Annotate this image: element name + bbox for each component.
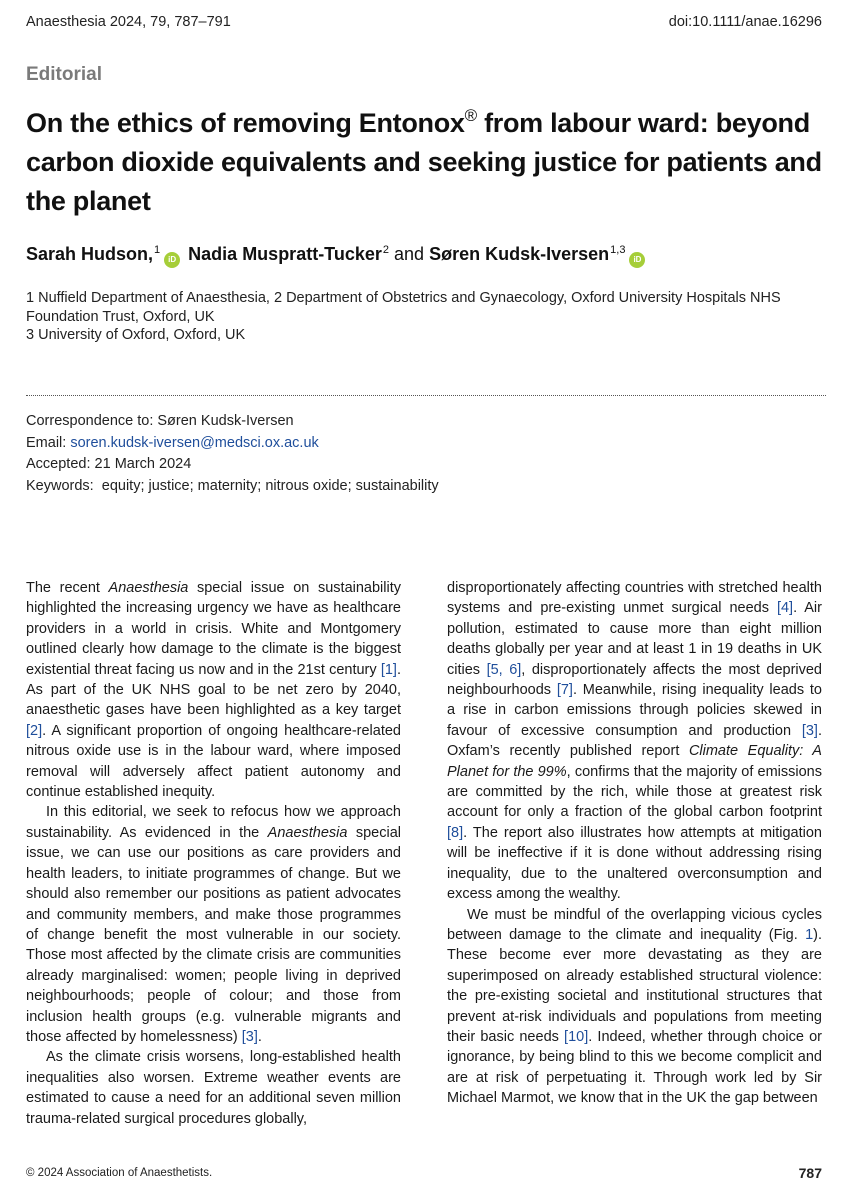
body-paragraph: We must be mindful of the overlapping vicious cycles between damage to the climate and inequality (Fig. 1). These become ever more devastating as they are superimposed on already established structural violence: the pre-existing societal and institutional structures that prevent at-risk individuals and populations from meeting their basic needs [10]. Indeed, whether through choice or ignorance, by being blind to this we become complicit and are at risk of perpetuating it. Through work led by Sir Michael Marmot, we know that in the UK the gap between <box>447 906 822 1107</box>
body-paragraph: As the climate crisis worsens, long-established health inequalities also worsen. Extreme weather events are estimated to cause a need for an additional seven million trauma-related surgical procedures globally, <box>26 1049 401 1127</box>
citation-link[interactable]: [5, 6] <box>486 661 522 678</box>
citation-link[interactable]: [7] <box>556 682 573 699</box>
copyright: © 2024 Association of Anaesthetists. <box>26 1167 213 1179</box>
affiliation-line: 1 Nuffield Department of Anaesthesia, 2 Department of Obstetrics and Gynaecology, Oxford University Hospitals NHS Foundation Trust, Oxford, UK <box>26 290 781 325</box>
orcid-icon[interactable]: iD <box>629 252 645 268</box>
affiliation-line: 3 University of Oxford, Oxford, UK <box>26 327 246 343</box>
section-label: Editorial <box>26 64 103 85</box>
affiliation-marker: 1,3 <box>610 244 626 256</box>
body-paragraph: In this editorial, we seek to refocus how we approach sustainability. As evidenced in the Anaesthesia special issue, we can use our positions as care providers and health leaders, to initiate programmes of change. But we should also remember our positions as patient advocates and community members, and make those programmes of change benefit the most vulnerable in our society. Those most affected by the climate crisis are communities already marginalised: women; people living in deprived neighbourhoods; people of colour; and those from inclusion health groups (e.g. vulnerable migrants and those affected by homelessness) [3]. <box>26 804 402 1045</box>
orcid-icon[interactable]: iD <box>164 252 180 268</box>
author-conjunction: and <box>394 244 425 264</box>
affiliation-marker: 2 <box>382 244 389 256</box>
body-column-left <box>26 578 401 1129</box>
citation-link[interactable]: [2] <box>26 722 43 739</box>
registered-trademark: ® <box>464 106 477 125</box>
email-link[interactable]: soren.kudsk-iversen@medsci.ox.ac.uk <box>70 434 319 451</box>
article-title: On the ethics of removing Entonox® from labour ward: beyond carbon dioxide equivalents and seeking justice for patients and the planet <box>26 106 822 216</box>
affiliation-marker: 1 <box>154 244 161 256</box>
affiliations <box>26 289 816 345</box>
citation-link[interactable]: [3] <box>801 722 818 739</box>
correspondence: Correspondence to: Søren Kudsk-Iversen <box>26 413 294 429</box>
article-metadata <box>26 411 816 497</box>
citation-link[interactable]: [1] <box>380 661 397 678</box>
author-name[interactable]: Søren Kudsk-Iversen <box>429 244 610 264</box>
author-name[interactable]: Sarah Hudson, <box>26 244 154 264</box>
body-paragraph: disproportionately affecting countries with stretched health systems and pre-existing unmet surgical needs [4]. Air pollution, estimated to cause more than eight million deaths globally per year and at least 1 in 19 deaths in UK cities [5, 6], disproportionately affects the most deprived neighbourhoods [7]. Meanwhile, rising inequality leads to a rise in carbon emissions through policies skewed in favour of excessive consumption and production [3]. Oxfam’s recently published report Climate Equality: A Planet for the 99%, confirms that the majority of emissions are committed by the rich, while those at greatest risk account for only a fraction of the global carbon footprint [8]. The report also illustrates how attempts at mitigation will be ineffective if it is done without addressing rising inequality, due to the unaltered overconsumption and excess among the wealthy. <box>447 580 822 903</box>
page-footer <box>26 1167 822 1185</box>
citation-link[interactable]: [3] <box>241 1028 258 1045</box>
journal-citation: Anaesthesia 2024, 79, 787–791 <box>26 14 231 30</box>
body-paragraph: The recent Anaesthesia special issue on sustainability highlighted the increasing urgency we have as healthcare providers in a world in crisis. White and Montgomery outlined clearly how damage to the climate is the biggest existential threat facing us now and in the 21st century [1]. As part of the UK NHS goal to be net zero by 2040, anaesthetic gases have been highlighted as a key target [2]. A significant proportion of ongoing healthcare-related nitrous oxide use is in the labour ward, where imposed removal will adversely affect patient autonomy and continue established inequity. <box>26 580 401 801</box>
page-number: 787 <box>798 1165 822 1181</box>
email-row: Email: soren.kudsk-iversen@medsci.ox.ac.uk <box>26 434 319 451</box>
citation-link[interactable]: [10] <box>564 1028 589 1045</box>
doi-link[interactable]: doi:10.1111/anae.16296 <box>668 14 822 30</box>
figure-link[interactable]: 1 <box>805 926 814 943</box>
running-head <box>26 14 822 34</box>
author-list <box>26 244 826 268</box>
keywords: Keywords: equity; justice; maternity; nitrous oxide; sustainability <box>26 477 439 494</box>
body-column-right <box>447 578 822 1109</box>
author-name[interactable]: Nadia Muspratt-Tucker <box>188 244 382 264</box>
citation-link[interactable]: [4] <box>776 600 794 617</box>
divider <box>26 395 826 396</box>
accepted-date: Accepted: 21 March 2024 <box>26 456 192 472</box>
citation-link[interactable]: [8] <box>447 824 464 841</box>
